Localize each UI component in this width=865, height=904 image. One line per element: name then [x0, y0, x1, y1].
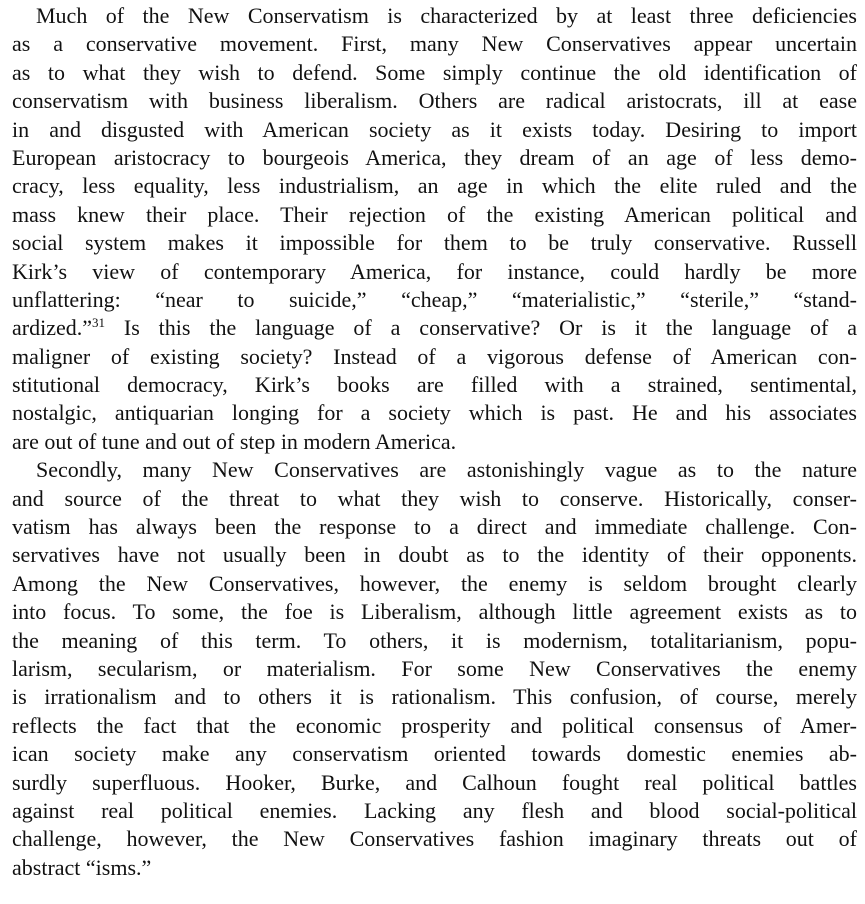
- text-line: larism, secularism, or materialism. For some New Conservatives the enemy: [12, 655, 857, 681]
- text-line: into focus. To some, the foe is Liberalism, although little agreement exists as to: [12, 599, 857, 625]
- text-line: vatism has always been the response to a direct and immediate challenge. Con-: [12, 514, 857, 540]
- text-line: Much of the New Conservatism is characterized by at least three deficiencies: [36, 3, 857, 28]
- text-line: surdly superfluous. Hooker, Burke, and Calhoun fought real political battles: [12, 769, 857, 795]
- text-line: mass knew their place. Their rejection of the existing American political and: [12, 201, 857, 227]
- text-line: ican society make any conservatism oriented towards domestic enemies ab-: [12, 741, 857, 767]
- text-line: abstract “isms.”: [12, 854, 152, 880]
- text-line: are out of tune and out of step in modern America.: [12, 428, 457, 454]
- text-line: nostalgic, antiquarian longing for a society which is past. He and his associates: [12, 400, 857, 426]
- text-segment: ardized.”: [12, 315, 92, 341]
- paragraph-2: [12, 456, 857, 882]
- text-line: cracy, less equality, less industrialism, an age in which the elite ruled and the: [12, 173, 857, 199]
- text-line-with-footnote: [12, 314, 857, 342]
- text-line: Secondly, many New Conservatives are astonishingly vague as to the nature: [36, 457, 857, 483]
- text-line: in and disgusted with American society as it exists today. Desiring to import: [12, 116, 857, 142]
- text-line: maligner of existing society? Instead of a vigorous defense of American con-: [12, 343, 857, 369]
- text-line: conservatism with business liberalism. Others are radical aristocrats, ill at ease: [12, 88, 857, 114]
- text-line: the meaning of this term. To others, it is modernism, totalitarianism, popu-: [12, 627, 857, 653]
- text-line: against real political enemies. Lacking any flesh and blood social-political: [12, 797, 857, 823]
- text-line: reflects the fact that the economic prosperity and political consensus of Amer-: [12, 712, 857, 738]
- text-line: and source of the threat to what they wish to conserve. Historically, conser-: [12, 485, 857, 511]
- text-line: as a conservative movement. First, many New Conservatives appear uncertain: [12, 31, 857, 57]
- text-line: servatives have not usually been in doubt as to the identity of their opponents.: [12, 542, 857, 568]
- text-line: European aristocracy to bourgeois America, they dream of an age of less demo-: [12, 144, 857, 170]
- text-line: social system makes it impossible for them to be truly conservative. Russell: [12, 230, 857, 256]
- paragraph-1: [12, 2, 857, 456]
- text-line: Among the New Conservatives, however, the enemy is seldom brought clearly: [12, 570, 857, 596]
- text-line: stitutional democracy, Kirk’s books are filled with a strained, sentimental,: [12, 372, 857, 398]
- text-line: Kirk’s view of contemporary America, for instance, could hardly be more: [12, 258, 857, 284]
- text-segment: Is this the language of a conservative? Or is it the language of a: [105, 315, 857, 341]
- text-line: is irrationalism and to others it is rationalism. This confusion, of course, merely: [12, 684, 857, 710]
- footnote-reference: 31: [92, 315, 105, 331]
- text-line: unflattering: “near to suicide,” “cheap,” “materialistic,” “sterile,” “stand-: [12, 286, 857, 312]
- text-line: challenge, however, the New Conservatives fashion imaginary threats out of: [12, 826, 857, 852]
- text-line: as to what they wish to defend. Some simply continue the old identification of: [12, 59, 857, 85]
